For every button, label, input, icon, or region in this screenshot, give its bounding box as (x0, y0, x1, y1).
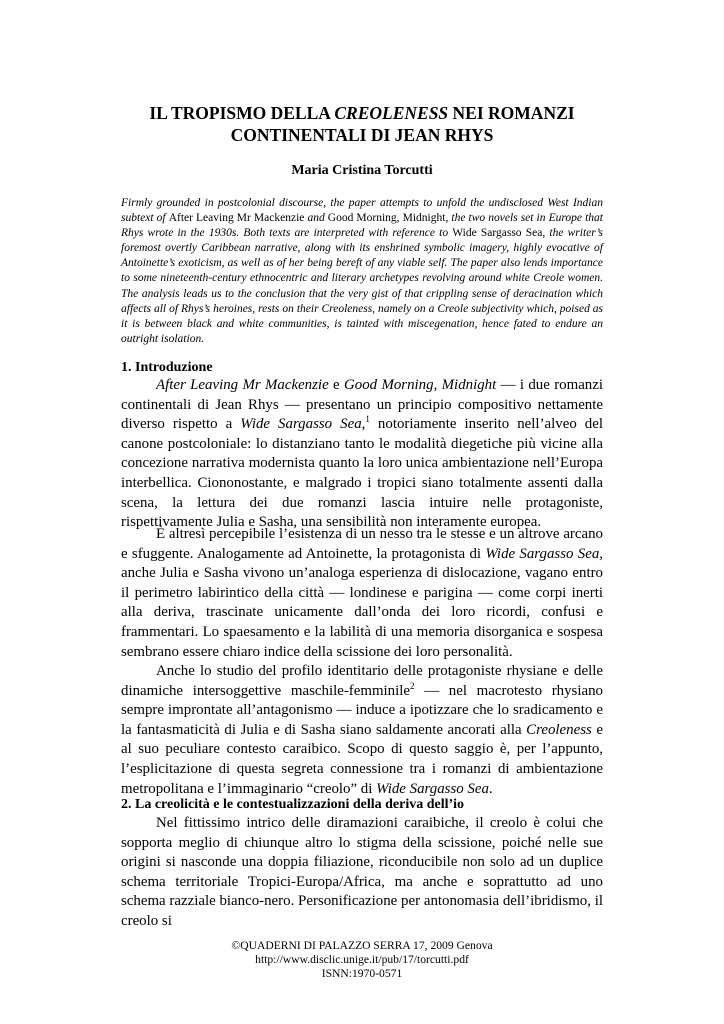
s1p3-italic-2: Wide Sargasso Sea (376, 780, 489, 797)
abstract-title-3: Wide Sargasso Sea (452, 227, 543, 240)
s1p2-italic-1: Wide Sargasso Sea (485, 545, 600, 562)
footnote-ref-1[interactable]: 1 (365, 414, 370, 425)
s1p2-text-1: È altresì percepibile l’esistenza di un nesso tra le stesse e un altrove arcano e sfuggente. Analogamente ad Antoinette, la protagonista di (121, 526, 603, 562)
page-footer (160, 939, 564, 981)
section-1-heading: 1. Introduzione (121, 360, 213, 375)
section-2-paragraph-1: Nel fittissimo intrico delle diramazioni caraibiche, il creolo è colui che sopporta meglio di chiunque altro lo stigma della scissione, poiché nelle sue origini si nasconde una doppia filiazione, riconducibile non solo ad un duplice schema territoriale Tropici-Europa/Africa, ma anche e soprattutto ad uno schema razziale bianco-nero. Personificazione per antonomasia dell’ibridismo, il creolo si (121, 815, 603, 929)
title-line1-suffix: NEI ROMANZI (448, 103, 575, 123)
author-name: Maria Cristina Torcutti (291, 163, 433, 178)
title-line1-prefix: IL TROPISMO DELLA (149, 103, 335, 123)
abstract-title-2: Good Morning, Midnight (327, 212, 446, 225)
s1p1-italic-2: Good Morning, Midnight (344, 377, 497, 393)
paper-title (60, 102, 664, 146)
abstract (121, 196, 603, 347)
s1p1-text-2: — i due romanzi continentali di Jean Rhys — presentano un principio compositivo nettamente diverso rispetto a (121, 377, 603, 433)
s1p1-text-1: e (328, 377, 345, 393)
section-1-paragraph-3 (121, 662, 603, 799)
abstract-text-3: , the two novels set in Europe that Rhys wrote in the 1930s. Both texts are interpreted with reference to (121, 212, 603, 240)
s1p1-text-3: , (361, 416, 366, 433)
footer-issn: ISNN:1970-0571 (321, 967, 403, 980)
title-line1-italic: CREOLENESS (334, 103, 449, 123)
abstract-text-1: Firmly grounded in postcolonial discourse, the paper attempts to unfold the undisclosed West Indian subtext of (121, 197, 603, 225)
abstract-text-2: and (304, 212, 328, 225)
footer-copyright: ©QUADERNI DI PALAZZO SERRA 17, 2009 Genova (231, 939, 493, 952)
s1p1-italic-3: Wide Sargasso Sea (240, 416, 362, 433)
section-1-paragraph-2 (121, 525, 603, 662)
s1p1-text-4: notoriamente inserito nell’alveo del canone postcoloniale: lo distanziano tanto le modalità diegetiche più vicine alla concezione narrativa modernista quanto la loro unica ambientazione nell’Europa interbellica. Ciononostante, e malgrado i tropici siano totalmente assenti dalla scena, la lettura dei due romanzi lascia intuire nelle protagoniste, rispettivamente Julia e Sasha, una sensibilità non interamente europea. (121, 416, 604, 531)
s1p3-text-2: — nel macrotesto rhysiano sempre improntate all’antagonismo — induce a ipotizzare che lo sradicamento e la fantasmaticità di Julia e di Sasha siano saldamente ancorati alla (121, 682, 603, 738)
footer-url[interactable]: http://www.disclic.unige.it/pub/17/torcutti.pdf (255, 953, 469, 966)
s1p3-text-4: . (488, 780, 493, 797)
section-1-paragraph-1 (121, 376, 603, 533)
footnote-ref-2[interactable]: 2 (410, 680, 415, 691)
abstract-text-4: , the writer’s foremost overtly Caribbean narrative, along with its enshrined symbolic imagery, highly evocative of Antoinette’s exoticism, as well as of her being bereft of any viable self. The paper also lends importance to some nineteenth-century ethnocentric and literary archetypes revolving around white Creole women. The analysis leads us to the conclusion that the very gist of that crippling sense of deracination which affects all of Rhys’s heroines, rests on their Creoleness, namely on a Creole subjectivity which, poised as it is between black and white communities, is tainted with miscegenation, hence fated to endure an outright isolation. (121, 227, 603, 345)
s1p3-text-3: e al suo peculiare contesto caraibico. Scopo di questo saggio è, per l’appunto, l’esplicitazione di questa segreta connessione tra i romanzi di ambientazione metropolitana e l’immaginario “creolo” di (121, 721, 603, 797)
section-2-heading: 2. La creolicità e le contestualizzazioni della deriva dell’io (121, 797, 465, 812)
abstract-title-1: After Leaving Mr Mackenzie (168, 212, 305, 225)
s1p2-text-2: , anche Julia e Sasha vivono un’analoga esperienza di dislocazione, vagano entro il perimetro labirintico della città — londinese e parigina — come corpi inerti alla deriva, trascinate unicamente dall’onda dei loro ricordi, confusi e frammentari. Lo spaesamento e la labilità di una memoria disorganica e sospesa sembrano essere chiaro indice della scissione dei loro personalità. (121, 545, 603, 660)
s1p3-italic-1: Creoleness (526, 721, 592, 738)
s1p1-italic-1: After Leaving Mr Mackenzie (156, 377, 329, 393)
s1p3-text-1: Anche lo studio del profilo identitario delle protagoniste rhysiane e delle dinamiche intersoggettive maschile-femminile (121, 663, 603, 699)
title-line2: CONTINENTALI DI JEAN RHYS (230, 125, 494, 145)
